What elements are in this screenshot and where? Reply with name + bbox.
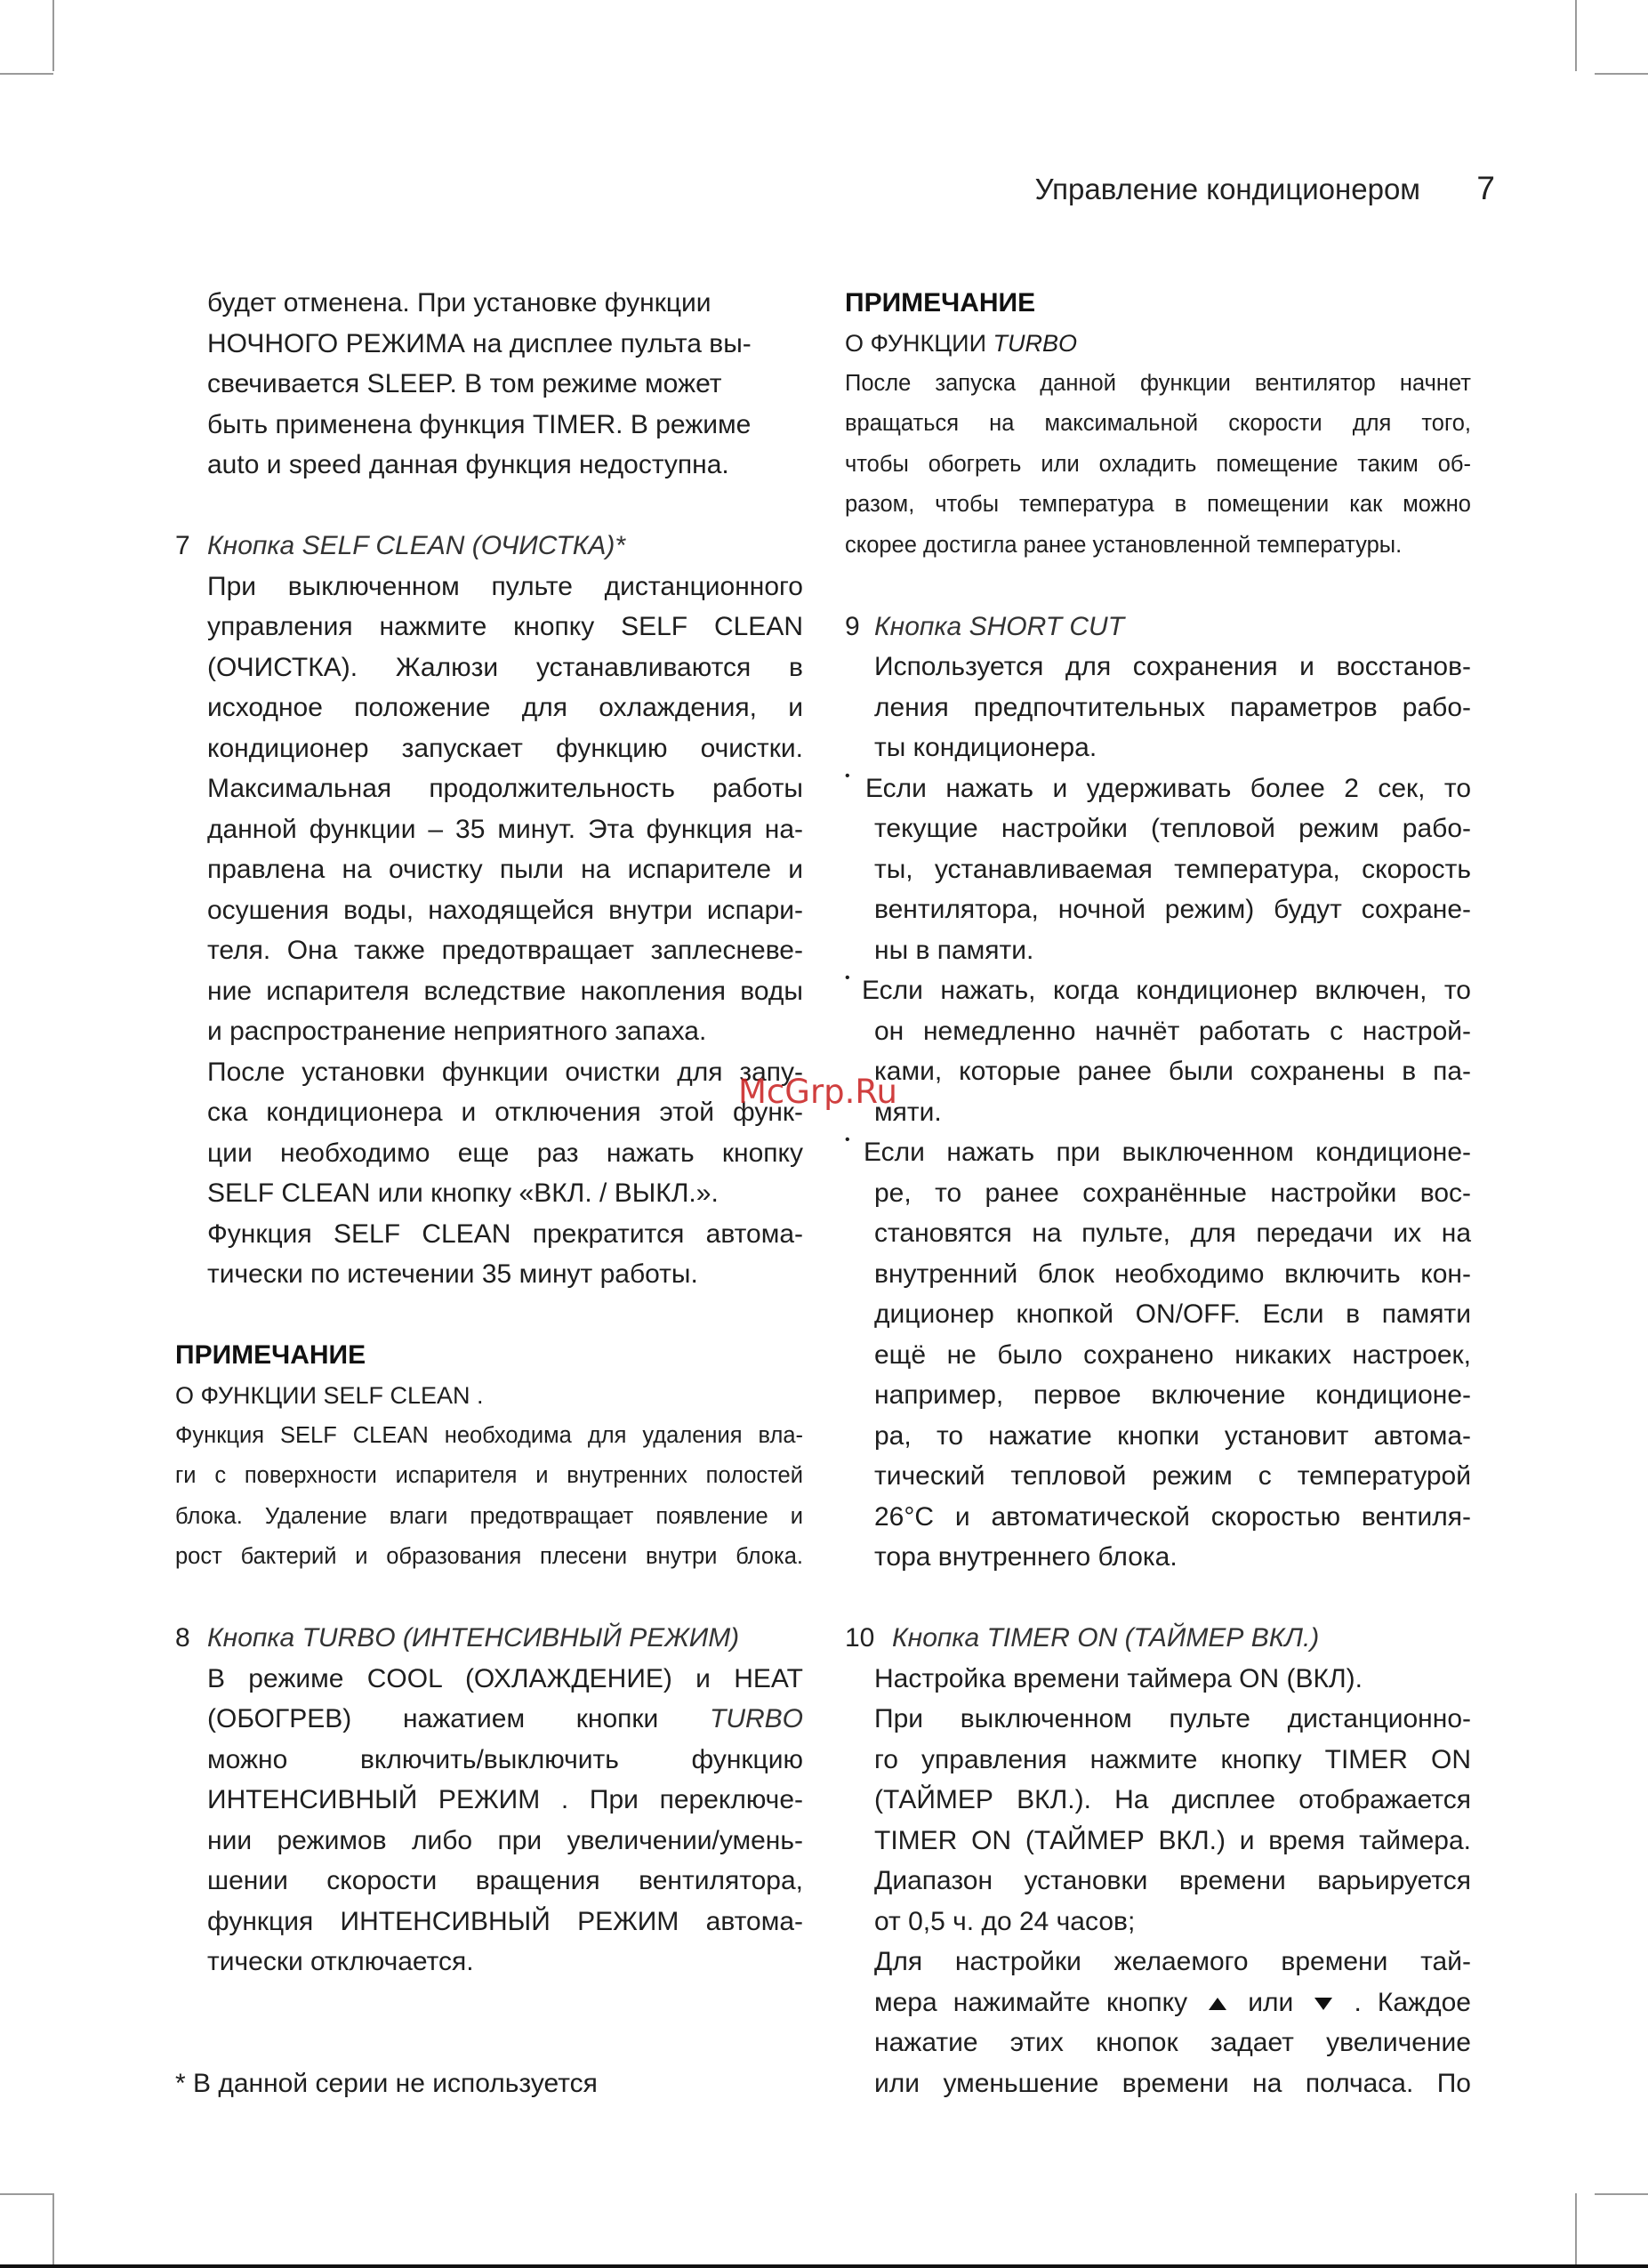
note-subheading: О ФУНКЦИИ SELF CLEAN . — [175, 1381, 484, 1409]
note-line: Функция SELF CLEAN необходима для удаления вла- — [175, 1422, 803, 1448]
text-line: тически по истечении 35 минут работы. — [207, 1259, 698, 1289]
text-line: он немедленно начнёт работать с настрой- — [874, 1016, 1471, 1046]
note-line: вращаться на максимальной скорости для того, — [845, 411, 1471, 436]
text-line: например, первое включение кондиционе- — [874, 1380, 1471, 1410]
text-line: нии режимов либо при увеличении/умень- — [207, 1825, 803, 1855]
text-line: тически отключается. — [207, 1947, 474, 1976]
text-line: мяти. — [874, 1097, 942, 1127]
text-line: ещё не было сохранено никаких настроек, — [874, 1339, 1471, 1370]
left-column — [175, 283, 803, 1982]
note-subheading — [845, 324, 1471, 364]
turbo-emphasis: TURBO — [710, 1704, 803, 1733]
text-line: становятся на пульте, для передачи их на — [874, 1218, 1471, 1248]
item-9 — [845, 607, 1471, 1578]
footnote: * В данной серии не используется — [175, 2069, 598, 2098]
page-bottom-rule — [0, 2264, 1648, 2268]
text-line: Если нажать, когда кондиционер включен, то — [862, 976, 1471, 1005]
text-line: и распространение неприятного запаха. — [207, 1017, 707, 1046]
note-line: рост бактерий и образования плесени внутри блока. — [175, 1544, 803, 1569]
note-heading: ПРИМЕЧАНИЕ — [175, 1340, 366, 1370]
text-line: 26°С и автоматической скоростью вентиля- — [874, 1501, 1471, 1532]
item-10-body — [845, 1659, 1471, 2104]
watermark: McGrp.Ru — [738, 1073, 897, 1111]
page-number: 7 — [1476, 170, 1495, 206]
text-line: быть применена функция TIMER. В режиме — [207, 409, 752, 439]
text-line: Диапазон установки времени варьируется — [874, 1866, 1471, 1895]
item-7 — [175, 526, 803, 1295]
text-line — [207, 1699, 803, 1740]
item-8 — [175, 1618, 803, 1982]
text-line: Если нажать при выключенном кондиционе- — [864, 1138, 1471, 1167]
text-line: диционер кнопкой ON/OFF. Если в памяти — [874, 1299, 1471, 1329]
text-line: auto и speed данная функция недоступна. — [207, 450, 729, 479]
text-span: или — [1232, 1987, 1310, 2017]
item-number: 10 — [845, 1623, 875, 1653]
item-number: 9 — [845, 611, 860, 641]
text-line: Функция SELF CLEAN прекратится автома- — [207, 1218, 803, 1249]
text-line: шении скорости вращения вентилятора, — [207, 1866, 803, 1895]
arrow-down-icon — [1314, 1998, 1332, 2010]
text-line: ска кондиционера и отключения этой функ- — [207, 1098, 803, 1127]
text-line: Используется для сохранения и восстанов- — [874, 652, 1471, 681]
running-head-title: Управление кондиционером — [1034, 173, 1420, 205]
text-line: ны в памяти. — [874, 935, 1034, 965]
item-8-heading — [175, 1618, 803, 1659]
text-line: управления нажмите кнопку SELF CLEAN — [207, 612, 803, 641]
text-line: НОЧНОГО РЕЖИМА на дисплее пульта вы- — [207, 328, 752, 358]
text-span: . Каждое — [1338, 1987, 1471, 2017]
text-line: правлена на очистку пыли на испарителе и — [207, 855, 803, 884]
text-line — [874, 1982, 1471, 2023]
text-line: можно включить/выключить функцию — [207, 1744, 803, 1774]
note-line: После запуска данной функции вентилятор начнет — [845, 370, 1471, 396]
crop-mark — [1595, 2193, 1648, 2195]
text-span: мера нажимайте кнопку — [874, 1987, 1204, 2017]
note-self-clean — [175, 1335, 803, 1578]
note-heading: ПРИМЕЧАНИЕ — [845, 288, 1036, 318]
item-9-body — [845, 647, 1471, 768]
text-line: от 0,5 ч. до 24 часов; — [874, 1906, 1136, 1936]
text-line: При выключенном пульте дистанционного — [207, 571, 803, 601]
item-title: Кнопка SHORT CUT — [874, 611, 1125, 641]
note-line: скорее достигла ранее установленной температуры. — [845, 532, 1403, 558]
crop-mark — [1595, 73, 1648, 75]
item-9-heading — [845, 607, 1471, 647]
arrow-up-icon — [1209, 1998, 1226, 2010]
text-line: ления предпочтительных параметров рабо- — [874, 692, 1471, 722]
text-line: Если нажать и удерживать более 2 сек, то — [865, 773, 1471, 803]
crop-mark — [0, 73, 53, 75]
turbo-emphasis: TURBO — [993, 329, 1077, 357]
note-line: чтобы обогреть или охладить помещение таким об- — [845, 451, 1471, 477]
note-line: блока. Удаление влаги предотвращает появление и — [175, 1503, 803, 1529]
text-line: будет отменена. При установке функции — [207, 288, 711, 318]
text-line: осушения воды, находящейся внутри испари- — [207, 895, 803, 925]
text-line: ции необходимо еще раз нажать кнопку — [207, 1138, 803, 1168]
text-line: теля. Она также предотвращает заплесневе- — [207, 936, 803, 965]
text-line: При выключенном пульте дистанционно- — [874, 1704, 1471, 1733]
text-line: После установки функции очистки для запу- — [207, 1057, 803, 1087]
text-span: О ФУНКЦИИ — [845, 329, 993, 357]
text-line: исходное положение для охлаждения, и — [207, 693, 803, 722]
item-title: Кнопка SELF CLEAN (ОЧИСТКА)* — [207, 531, 626, 560]
bullet-mark: • — [845, 970, 850, 985]
text-line: ты, устанавливаемая температура, скорость — [874, 854, 1471, 884]
text-line: ние испарителя вследствие накопления воды — [207, 976, 803, 1006]
crop-mark — [0, 2193, 53, 2195]
item-7-body — [175, 567, 803, 1295]
bullet-mark: • — [845, 1132, 850, 1147]
text-line: ИНТЕНСИВНЫЙ РЕЖИМ . При переключе- — [207, 1785, 803, 1814]
text-line: ре, то ранее сохранённые настройки вос- — [874, 1178, 1471, 1208]
text-line: тора внутреннего блока. — [874, 1542, 1178, 1572]
text-line: кондиционер запускает функцию очистки. — [207, 733, 803, 763]
text-line: Настройка времени таймера ON (ВКЛ). — [874, 1663, 1363, 1693]
intro-paragraph — [175, 283, 803, 486]
text-line: вентилятора, ночной режим) будут сохране- — [874, 895, 1471, 924]
text-line: SELF CLEAN или кнопку «ВКЛ. / ВЫКЛ.». — [207, 1178, 719, 1208]
crop-mark — [1575, 0, 1577, 71]
text-line: внутренний блок необходимо включить кон- — [874, 1259, 1471, 1289]
note-line: ги с поверхности испарителя и внутренних полостей — [175, 1463, 803, 1488]
text-line: го управления нажмите кнопку TIMER ON — [874, 1744, 1471, 1774]
text-line: или уменьшение времени на полчаса. По — [874, 2068, 1471, 2098]
item-number: 8 — [175, 1623, 190, 1653]
text-line: свечивается SLEEP. В том режиме может — [207, 369, 722, 398]
note-line: разом, чтобы температура в помещении как можно — [845, 492, 1471, 517]
item-10-heading — [845, 1618, 1471, 1659]
text-line: текущие настройки (тепловой режим рабо- — [874, 814, 1471, 843]
bullet-mark: • — [845, 768, 850, 784]
note-turbo — [845, 283, 1471, 566]
text-line: ра, то нажатие кнопки установит автома- — [874, 1420, 1471, 1451]
right-column — [845, 283, 1471, 2103]
text-line: тический тепловой режим с температурой — [874, 1461, 1471, 1491]
running-head — [0, 171, 1648, 215]
crop-mark — [52, 2193, 54, 2264]
bullet-item — [845, 768, 1471, 971]
crop-mark — [1575, 2193, 1577, 2264]
text-line: (ТАЙМЕР ВКЛ.). На дисплее отображается — [874, 1785, 1471, 1814]
text-line: функция ИНТЕНСИВНЫЙ РЕЖИМ автома- — [207, 1906, 803, 1936]
text-line: Максимальная продолжительность работы — [207, 774, 803, 803]
item-number: 7 — [175, 531, 190, 560]
bullet-item — [845, 970, 1471, 1132]
text-line: ками, которые ранее были сохранены в па- — [874, 1057, 1471, 1086]
bullet-item — [845, 1132, 1471, 1578]
text-line: нажатие этих кнопок задает увеличение — [874, 2028, 1471, 2057]
text-line: TIMER ON (ТАЙМЕР ВКЛ.) и время таймера. — [874, 1825, 1471, 1855]
text-line: В режиме COOL (ОХЛАЖДЕНИЕ) и HEAT — [207, 1663, 803, 1693]
item-10 — [845, 1618, 1471, 2103]
item-7-heading — [175, 526, 803, 567]
item-8-body — [175, 1659, 803, 1982]
text-line: данной функции – 35 минут. Эта функция на- — [207, 814, 803, 844]
text-line: (ОЧИСТКА). Жалюзи устанавливаются в — [207, 652, 803, 682]
text-line: ты кондиционера. — [874, 733, 1097, 762]
text-line: Для настройки желаемого времени тай- — [874, 1947, 1471, 1976]
crop-mark — [52, 0, 54, 71]
item-title: Кнопка TURBO (ИНТЕНСИВНЫЙ РЕЖИМ) — [207, 1623, 740, 1653]
text-span: (ОБОГРЕВ) нажатием кнопки — [207, 1704, 710, 1733]
item-title: Кнопка TIMER ON (ТАЙМЕР ВКЛ.) — [892, 1623, 1320, 1653]
